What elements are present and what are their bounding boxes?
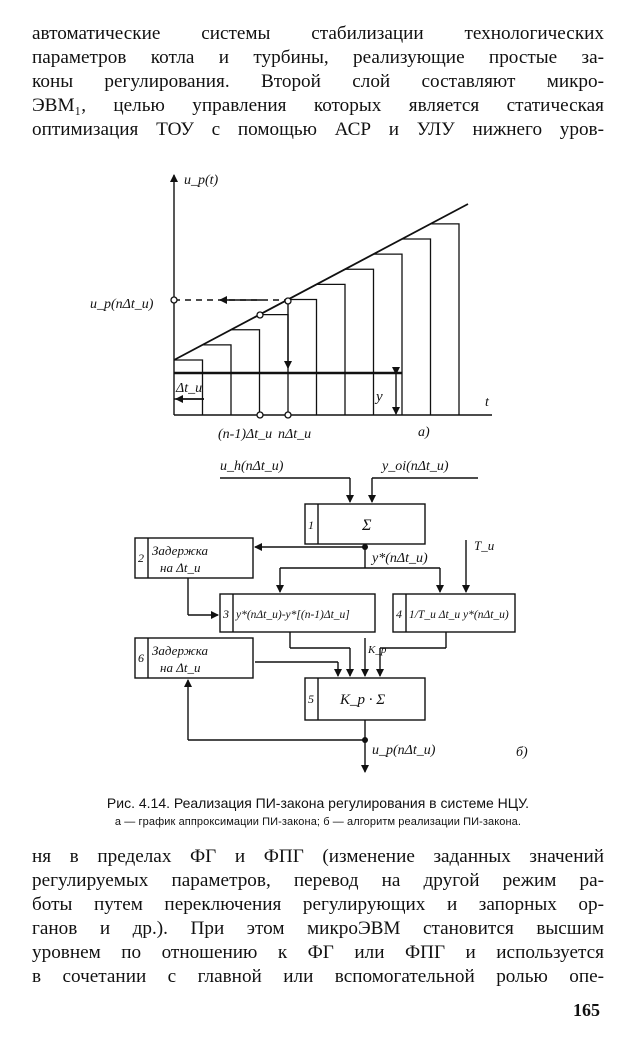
panel-b-label: б) bbox=[516, 745, 528, 760]
block-6-num: 6 bbox=[138, 651, 144, 665]
stair-step bbox=[288, 300, 317, 415]
staircase bbox=[174, 224, 459, 415]
point-n bbox=[285, 298, 291, 304]
figure-subcaption: а — график аппроксимации ПИ-закона; б — алгоритм реализации ПИ-закона. bbox=[114, 816, 522, 828]
stair-step bbox=[260, 315, 289, 415]
block-6-line2: на Δt_u bbox=[160, 660, 201, 675]
block-6-line1: Задержка bbox=[152, 643, 208, 658]
text-line: ЭВМ₁, целью управления которых является статическая bbox=[32, 95, 604, 116]
panel-a-label: a) bbox=[418, 425, 430, 440]
page-number: 165 bbox=[573, 1000, 600, 1020]
block-3-label: y*(nΔt_u)-y*[(n-1)Δt_u] bbox=[236, 609, 350, 621]
text-line: автоматические системы стабилизации технологических bbox=[32, 23, 604, 44]
text-line: ганов и др.). При этом микроЭВМ становится высшим bbox=[32, 918, 604, 939]
graph-a bbox=[174, 175, 492, 415]
text-line: регулируемых параметров, перевод на другой режим ра- bbox=[32, 870, 604, 891]
kp-input-label: K_p bbox=[368, 644, 387, 656]
x-axis-label: t bbox=[485, 395, 489, 410]
input-left-label: u_h(nΔt_u) bbox=[220, 459, 284, 474]
level-label: u_p(nΔt_u) bbox=[90, 297, 154, 312]
block-4-label: 1/T_u Δt_u y*(nΔt_u) bbox=[409, 609, 509, 621]
block-2-line1: Задержка bbox=[152, 543, 208, 558]
block-1-num: 1 bbox=[308, 518, 314, 532]
y-offset-label: y bbox=[376, 389, 383, 405]
block-3-num: 3 bbox=[223, 607, 229, 621]
block-2-num: 2 bbox=[138, 551, 144, 565]
paragraph-top bbox=[32, 22, 604, 142]
y-axis-label: u_p(t) bbox=[184, 173, 219, 188]
figure bbox=[0, 160, 636, 780]
block-5-label: K_p · Σ bbox=[340, 692, 386, 708]
node-y-label: y*(nΔt_u) bbox=[372, 551, 428, 566]
stair-step bbox=[203, 345, 232, 415]
block-1-label: Σ bbox=[362, 517, 372, 534]
figure-caption: Рис. 4.14. Реализация ПИ-закона регулирования в системе НЦУ. bbox=[106, 795, 530, 811]
input-T-label: T_u bbox=[474, 538, 495, 553]
text-line: параметров котла и турбины, реализующие простые за- bbox=[32, 47, 604, 68]
block-2-line2: на Δt_u bbox=[160, 560, 201, 575]
text-line: коны регулирования. Второй слой составляют микро- bbox=[32, 71, 604, 92]
stair-step bbox=[317, 284, 346, 415]
block-4-num: 4 bbox=[396, 607, 402, 621]
text-line: ня в пределах ФГ и ФПГ (изменение заданных значений bbox=[32, 846, 604, 867]
point-prev bbox=[257, 312, 263, 318]
tick-prev bbox=[257, 412, 263, 418]
step-label: Δt_u bbox=[176, 381, 203, 396]
stair-step bbox=[402, 239, 431, 415]
text-line: боты путем переключения регулирующих и запорных ор- bbox=[32, 894, 604, 915]
stair-step bbox=[345, 269, 374, 415]
stair-step bbox=[431, 224, 460, 415]
flow-diagram bbox=[135, 478, 515, 772]
text-line: в сочетании с главной или вспомогательной ролью опе- bbox=[32, 966, 604, 987]
tick-n bbox=[285, 412, 291, 418]
tick-n-label: nΔt_u bbox=[278, 427, 312, 442]
node-y bbox=[362, 544, 368, 550]
input-right-label: y_oi(nΔt_u) bbox=[382, 459, 449, 474]
output-label: u_p(nΔt_u) bbox=[372, 743, 436, 758]
node-out bbox=[362, 737, 368, 743]
ramp-line bbox=[174, 204, 468, 360]
paragraph-bottom bbox=[32, 845, 604, 989]
block-5-num: 5 bbox=[308, 692, 314, 706]
point-level bbox=[171, 297, 177, 303]
text-line: оптимизация ТОУ с помощью АСР и УЛУ нижнего уров- bbox=[32, 119, 604, 140]
tick-prev-label: (n-1)Δt_u bbox=[218, 427, 273, 442]
text-line: уровнем по отношению к ФГ или ФПГ и используется bbox=[32, 942, 604, 963]
